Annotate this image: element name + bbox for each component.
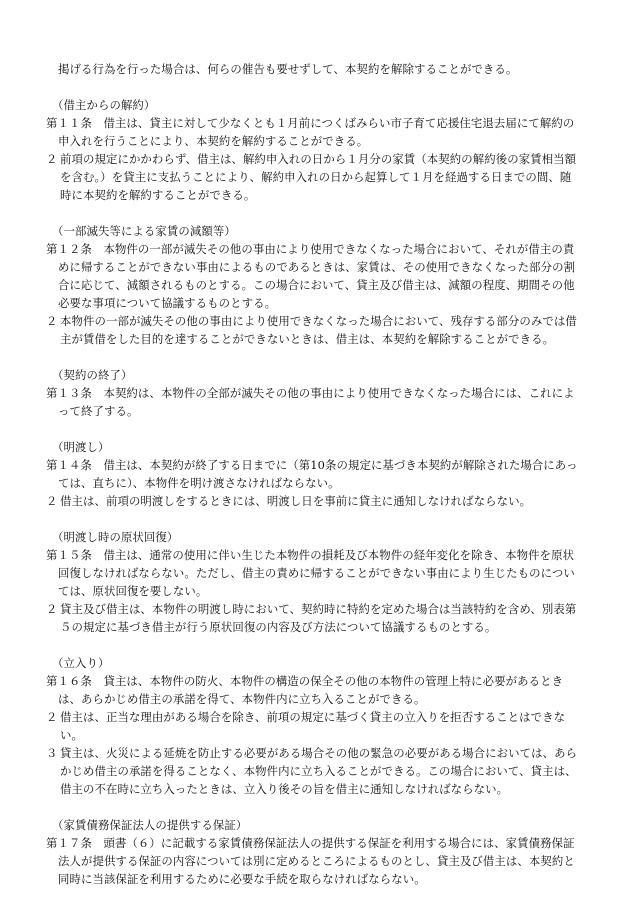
clause-number: ３ — [46, 746, 58, 760]
clause — [46, 492, 582, 510]
section-heading: （明渡し） — [52, 440, 110, 454]
clause-number: ２ — [46, 314, 58, 328]
clause-number: ２ — [46, 602, 58, 616]
section-heading: （明渡し時の原状回復） — [52, 530, 179, 544]
spacer — [46, 78, 582, 96]
section-heading: （契約の終了） — [52, 368, 133, 382]
clause — [46, 708, 582, 744]
clause — [46, 744, 582, 798]
article-text: 第１４条 借主は、本契約が終了する日までに（第10条の規定に基づき本契約が解除された場合にあっては、直ちに）、本物件を明け渡さなければならない。 — [46, 458, 578, 490]
article-text: 第１２条 本物件の一部が滅失その他の事由により使用できなくなった場合において、それが借主の責めに帰することができない事由によるものであるときは、家賃は、その使用できなくなった部分の割合に応じて、減額されるものとする。この場合において、貸主及び借主は、減額の程度、期間その他必要な事項について協議するものとする。 — [46, 242, 576, 310]
clause-text: 貸主及び借主は、本物件の明渡し時において、契約時に特約を定めた場合は当該特約を含め、別表第５の規定に基づき借主が行う原状回復の内容及び方法について協議するものとする。 — [60, 602, 577, 634]
spacer — [46, 420, 582, 438]
article-text: 第１３条 本契約は、本物件の全部が滅失その他の事由により使用できなくなった場合には、これによって終了する。 — [46, 386, 575, 418]
spacer — [46, 798, 582, 816]
spacer — [46, 204, 582, 222]
clause-number: ２ — [46, 710, 58, 724]
clause-text: 前項の規定にかかわらず、借主は、解約申入れの日から１月分の家賃（本契約の解約後の家賃相当額を含む。）を貸主に支払うことにより、解約申入れの日から起算して１月を経過する日までの間、随時に本契約を解約することができる。 — [60, 152, 577, 202]
article-text: 第１７条 頭書（６）に記載する家賃債務保証法人の提供する保証を利用する場合には、家賃債務保証法人が提供する保証の内容については別に定めるところによるものとし、貸主及び借主は、本契約と同時に当該保証を利用するために必要な手続を取らなければならない。 — [46, 836, 575, 886]
article-text: 第１６条 貸主は、本物件の防火、本物件の構造の保全その他の本物件の管理上特に必要があるときは、あらかじめ借主の承諾を得て、本物件内に立ち入ることができる。 — [46, 674, 564, 706]
clause — [46, 600, 582, 636]
article-text: 第１１条 借主は、貸主に対して少なくとも１月前につくばみらい市子育て応援住宅退去届にて解約の申入れを行うことにより、本契約を解約することができる。 — [46, 116, 575, 148]
article-text: 第１５条 借主は、通常の使用に伴い生じた本物件の損耗及び本物件の経年変化を除き、本物件を原状回復しなければならない。ただし、借主の責めに帰することができない事由により生じたものについては、原状回復を要しない。 — [46, 548, 575, 598]
intro-paragraph: 掲げる行為を行った場合は、何らの催告も要せずして、本契約を解除することができる。 — [58, 62, 518, 76]
clause-text: 借主は、正当な理由がある場合を除き、前項の規定に基づく貸主の立入りを拒否することはできない。 — [60, 710, 566, 742]
spacer — [46, 636, 582, 654]
clause — [46, 150, 582, 204]
section-heading: （家賃債務保証法人の提供する保証） — [52, 818, 248, 832]
section-heading: （立入り） — [52, 656, 110, 670]
clause-text: 本物件の一部が滅失その他の事由により使用できなくなった場合において、残存する部分のみでは借主が賃借をした目的を達することができないときは、借主は、本契約を解除することができる。 — [60, 314, 577, 346]
spacer — [46, 510, 582, 528]
clause-number: ２ — [46, 494, 58, 508]
clause — [46, 312, 582, 348]
spacer — [46, 348, 582, 366]
clause-text: 貸主は、火災による延焼を防止する必要がある場合その他の緊急の必要がある場合においては、あらかじめ借主の承諾を得ることなく、本物件内に立ち入ることができる。この場合において、貸主は、借主の不在時に立ち入ったときは、立入り後その旨を借主に通知しなければならない。 — [60, 746, 578, 796]
section-heading: （一部滅失等による家賃の減額等） — [52, 224, 236, 238]
clause-number: ２ — [46, 152, 58, 166]
clause-text: 借主は、前項の明渡しをするときには、明渡し日を事前に貸主に通知しなければならない。 — [60, 494, 532, 508]
section-heading: （借主からの解約） — [52, 98, 156, 112]
